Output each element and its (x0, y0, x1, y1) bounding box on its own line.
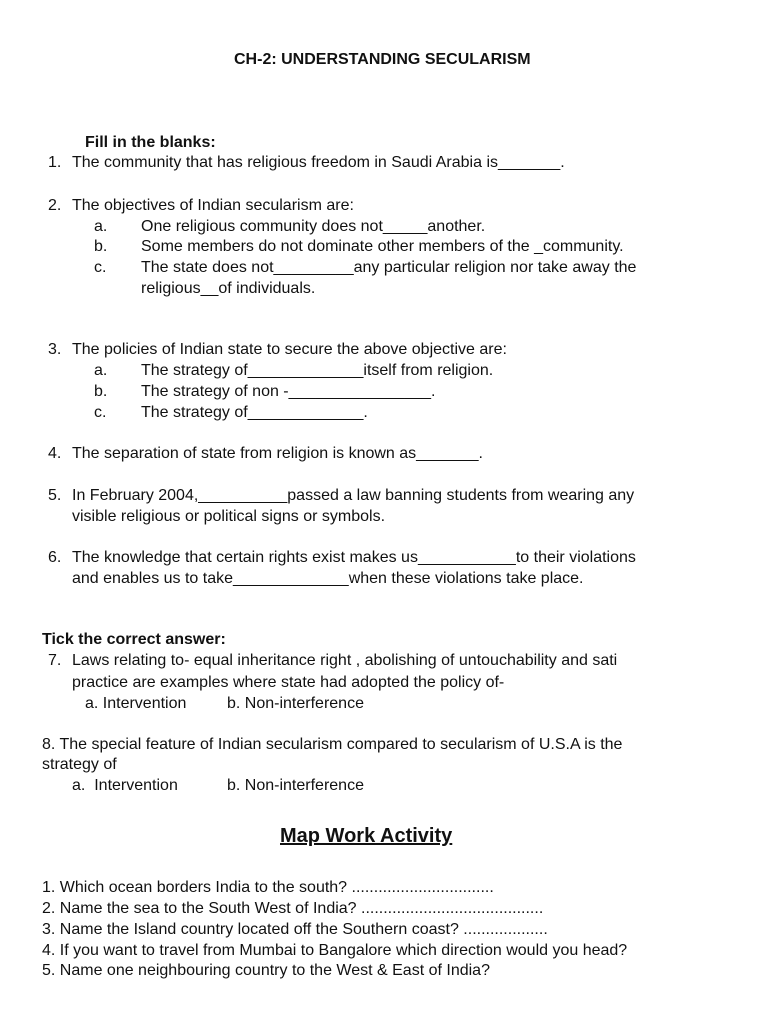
item-letter: a. (94, 362, 108, 379)
item-letter: b. (94, 383, 108, 400)
map-question-3: 3. Name the Island country located off the Southern coast? ................... (42, 921, 548, 938)
map-question-1: 1. Which ocean borders India to the south? ................................ (42, 879, 494, 896)
question-6-continued: and enables us to take_____________when these violations take place. (72, 570, 584, 587)
question-6: The knowledge that certain rights exist makes us___________to their violations (72, 549, 636, 566)
question-8: 8. The special feature of Indian secularism compared to secularism of U.S.A is the (42, 736, 623, 753)
question-number: 4. (48, 445, 62, 462)
item-letter: a. (94, 218, 108, 235)
question-2: The objectives of Indian secularism are: (72, 197, 354, 214)
map-question-5: 5. Name one neighbouring country to the West & East of India? (42, 962, 490, 979)
section-heading-tick: Tick the correct answer: (42, 631, 226, 648)
question-3b: The strategy of non -________________. (141, 383, 436, 400)
item-letter: b. (94, 238, 108, 255)
item-letter: c. (94, 404, 107, 421)
question-number: 6. (48, 549, 62, 566)
question-7: Laws relating to- equal inheritance right , abolishing of untouchability and sati (72, 652, 618, 669)
question-2b: Some members do not dominate other members of the _community. (141, 238, 624, 255)
question-1: The community that has religious freedom in Saudi Arabia is_______. (72, 154, 565, 171)
map-work-title: Map Work Activity (280, 825, 453, 847)
option-a: a. Intervention (72, 777, 178, 794)
question-2c-continued: religious__of individuals. (141, 280, 316, 297)
question-7-continued: practice are examples where state had adopted the policy of- (72, 674, 505, 691)
question-3c: The strategy of_____________. (141, 404, 368, 421)
question-5: In February 2004,__________passed a law banning students from wearing any (72, 487, 635, 504)
question-5-continued: visible religious or political signs or symbols. (72, 508, 386, 525)
question-2a: One religious community does not_____another. (141, 218, 486, 235)
question-number: 5. (48, 487, 62, 504)
question-number: 7. (48, 652, 62, 669)
option-b: b. Non-interference (227, 695, 364, 712)
page-title: CH-2: UNDERSTANDING SECULARISM (234, 51, 531, 68)
option-a: a. Intervention (85, 695, 187, 712)
question-3a: The strategy of_____________itself from religion. (141, 362, 494, 379)
question-8-continued: strategy of (42, 756, 117, 773)
section-heading-fill-blanks: Fill in the blanks: (85, 134, 216, 151)
item-letter: c. (94, 259, 107, 276)
question-number: 1. (48, 154, 62, 171)
question-3: The policies of Indian state to secure the above objective are: (72, 341, 507, 358)
map-question-2: 2. Name the sea to the South West of India? ......................................... (42, 900, 544, 917)
map-question-4: 4. If you want to travel from Mumbai to Bangalore which direction would you head? (42, 942, 628, 959)
option-b: b. Non-interference (227, 777, 364, 794)
question-2c: The state does not_________any particular religion nor take away the (141, 259, 637, 276)
question-number: 2. (48, 197, 62, 214)
question-4: The separation of state from religion is known as_______. (72, 445, 483, 462)
question-number: 3. (48, 341, 62, 358)
